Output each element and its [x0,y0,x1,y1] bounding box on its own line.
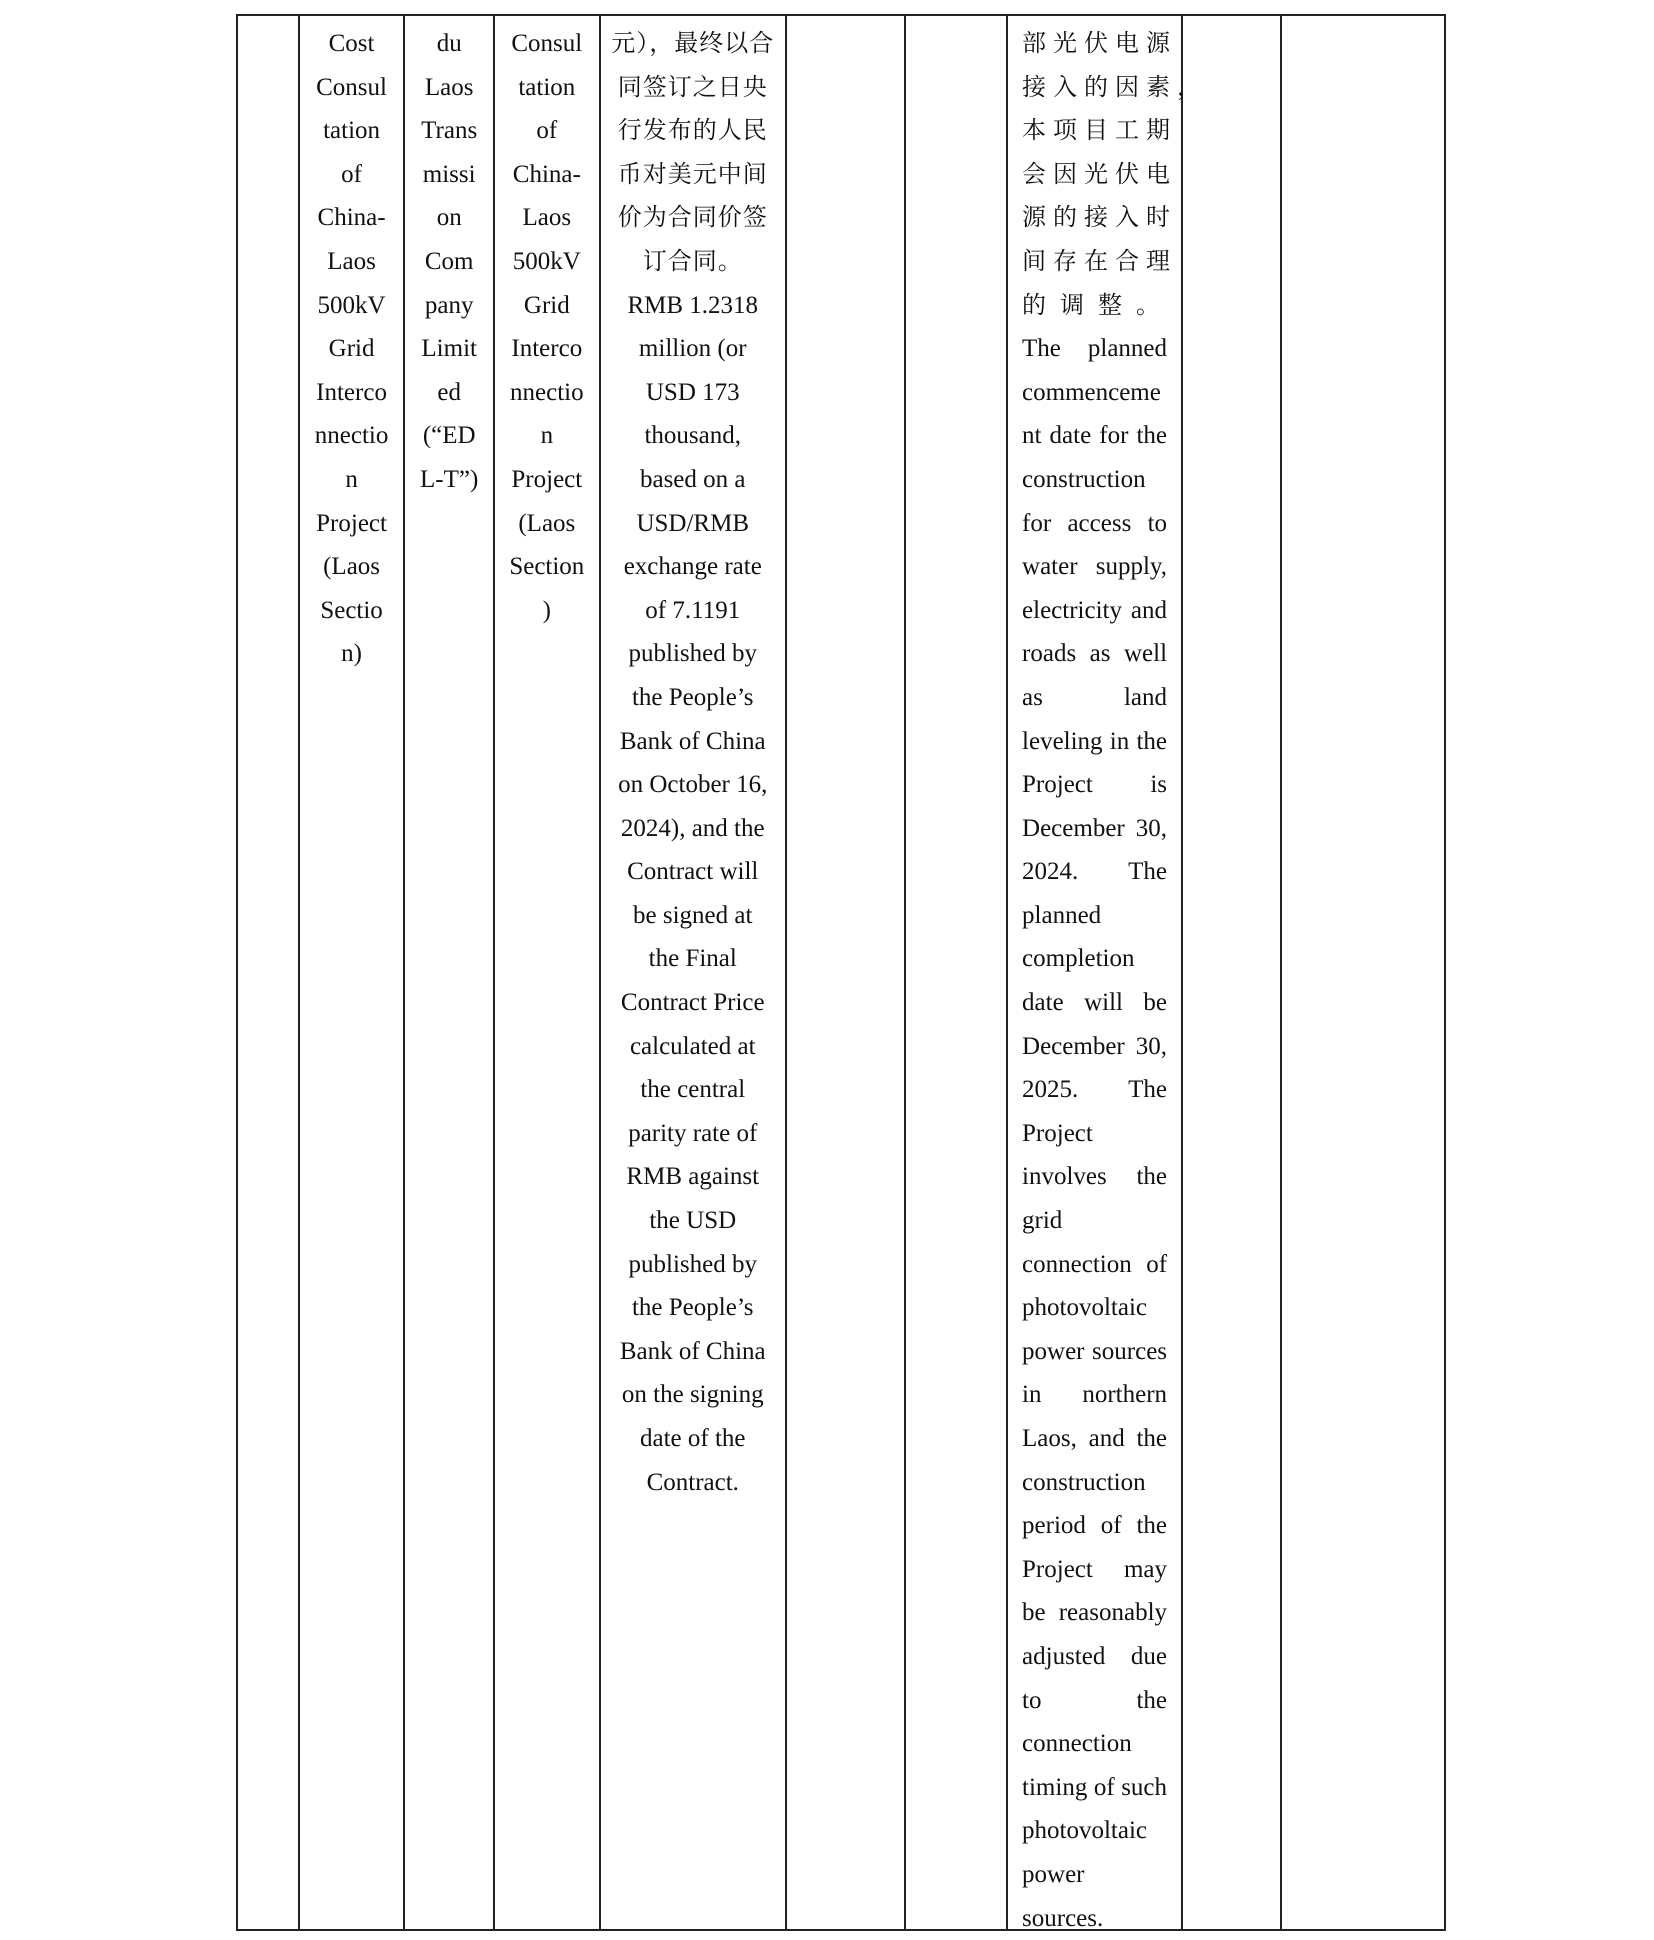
cell-line: on [436,204,462,232]
cell-line: 本项目工期 [1022,116,1178,145]
table-column-10 [1282,16,1444,1929]
cell-line: 源的接入时 [1022,203,1178,232]
cell-line: 500kV [317,291,386,319]
cell-line: ) [542,596,551,624]
cell-line: tation [518,73,576,101]
table-column-project [495,16,601,1929]
cell-line: based on a [639,465,746,493]
cell-line: 价为合同价签 [617,203,768,232]
cell-line: in northern [1022,1381,1168,1409]
table-column-contract-price [601,16,787,1929]
cell-line: Project may [1022,1555,1168,1583]
cell-line: December 30, [1022,1032,1168,1060]
cell-line: Laos [522,204,572,232]
cell-line: date will be [1022,989,1168,1017]
contract-name-cell [300,16,404,676]
cell-line: China- [512,160,581,188]
cell-line: Cost [328,30,375,57]
cell-line: Project is [1022,771,1168,799]
cell-line: Interco [511,335,583,363]
cell-line: photovoltaic [1022,1294,1148,1322]
cell-line: connection of [1022,1250,1168,1278]
cell-line: RMB 1.2318 [627,291,759,319]
cell-line: date of the [639,1425,746,1452]
schedule-cell [1008,16,1209,1940]
schedule-cn [1022,22,1209,327]
contract-price-en [607,284,779,1505]
table-column-contract-name [300,16,406,1929]
cell-line: the People’s [631,1294,754,1322]
cell-line: nt date for the [1022,422,1168,450]
cell-line: Project [316,509,387,537]
cell-line: Grid [523,291,570,319]
cell-line: Limit [421,335,477,363]
cell-line: sources. [1022,1904,1104,1932]
table-column-9 [1183,16,1282,1929]
cell-line: n) [341,640,362,668]
schedule-en [1022,327,1167,1940]
cell-line: completion [1022,945,1135,973]
cell-line: ed [437,378,461,406]
cell-line: period of the [1022,1512,1168,1540]
cell-line: 元），最终以合 [611,29,775,57]
cell-line: for access to [1022,509,1168,537]
cell-line: pany [424,291,474,319]
cell-line: Trans [421,117,478,145]
table-column-6 [787,16,907,1929]
cell-line: 接入的因素， [1022,72,1209,101]
cell-line: (“ED [422,422,476,450]
cell-line: 2024. The [1022,858,1168,886]
cell-line: million (or [638,335,747,363]
counterparty-cell [405,16,493,502]
table-column-7 [906,16,1008,1929]
cell-line: December 30, [1022,814,1168,842]
cell-line: 币对美元中间 [617,159,768,188]
cell-line: (Laos [323,553,381,581]
cell-line: published by [628,1250,757,1278]
cell-line: the USD [649,1207,737,1235]
cell-line: USD/RMB [636,509,750,537]
cell-line: Sectio [320,596,383,624]
cell-line: photovoltaic [1022,1817,1148,1845]
cell-line: RMB against [626,1163,760,1191]
cell-line: power sources [1022,1337,1168,1365]
cell-line: 500kV [512,247,581,275]
cell-line: 的调整。 [1022,290,1168,319]
cell-line: involves the [1022,1163,1168,1191]
cell-line: Com [424,247,474,275]
cell-line: Bank of China [619,1337,766,1365]
cell-line: be reasonably [1022,1599,1168,1627]
cell-line: planned [1022,901,1102,929]
cell-line: the central [640,1076,746,1104]
cell-line: timing of such [1022,1773,1168,1801]
cell-line: The planned [1022,335,1168,363]
cell-line: calculated at [629,1032,756,1060]
cell-line: as land [1022,683,1168,711]
cell-line: tation [323,117,381,145]
cell-line: Consul [511,30,583,57]
cell-line: roads as well [1022,640,1168,668]
cell-line: missi [422,160,476,188]
cell-line: 同签订之日央 [617,72,768,101]
cell-line: Bank of China [619,727,766,755]
cell-line: Contract. [646,1468,739,1496]
cell-line: L-T”) [420,465,479,493]
contract-table [236,14,1446,1931]
cell-line: China- [317,204,386,232]
cell-line: Laos, and the [1022,1425,1168,1452]
contract-price-cn [607,22,779,284]
cell-line: be signed at [633,901,753,929]
cell-line: Consul [316,73,387,101]
cell-line: 2025. The [1022,1076,1168,1104]
cell-line: on October 16, [618,771,768,799]
cell-line: Contract Price [620,989,765,1017]
cell-line: Interco [316,378,387,406]
cell-line: 间存在合理 [1022,246,1178,275]
cell-line: on the signing [621,1381,764,1409]
cell-line: 行发布的人民 [617,116,768,145]
cell-line: of 7.1191 [645,596,741,624]
cell-line: n [540,422,554,450]
cell-line: the People’s [631,683,754,711]
cell-line: electricity and [1022,596,1168,624]
cell-line: 会因光伏电 [1022,159,1178,188]
cell-line: du [436,30,462,57]
contract-price-cell [601,16,785,1504]
cell-line: n [345,465,358,493]
cell-line: construction [1022,465,1146,493]
cell-line: parity rate of [628,1119,758,1147]
cell-line: 部光伏电源 [1022,29,1178,57]
cell-line: Contract will [627,858,759,886]
table-column-schedule [1008,16,1209,1932]
cell-line: nnectio [510,378,584,406]
cell-line: Laos [424,73,474,101]
cell-line: Laos [327,247,376,275]
table-column-1 [238,16,300,1929]
cell-line: of [341,160,362,188]
cell-line: 2024), and the [620,814,765,842]
cell-line: 订合同。 [642,246,743,275]
cell-line: Grid [328,335,375,363]
cell-line: thousand, [644,422,742,450]
project-cell [495,16,599,632]
cell-line: leveling in the [1022,727,1168,755]
cell-line: to the [1022,1686,1168,1714]
cell-line: construction [1022,1468,1146,1496]
cell-line: Project [1022,1119,1093,1147]
cell-line: published by [628,640,757,668]
cell-line: power [1022,1860,1085,1888]
cell-line: water supply, [1022,553,1168,581]
cell-line: connection [1022,1730,1132,1758]
cell-line: adjusted due [1022,1642,1168,1670]
cell-line: grid [1022,1207,1063,1235]
cell-line: of [536,117,558,145]
table-column-counterparty [405,16,495,1929]
cell-line: the Final [648,945,737,973]
cell-line: (Laos [518,509,576,537]
cell-line: nnectio [314,422,389,450]
cell-line: exchange rate [623,553,762,581]
cell-line: USD 173 [645,378,740,406]
cell-line: commenceme [1022,378,1161,406]
cell-line: Project [511,465,583,493]
cell-line: Section [509,553,585,581]
